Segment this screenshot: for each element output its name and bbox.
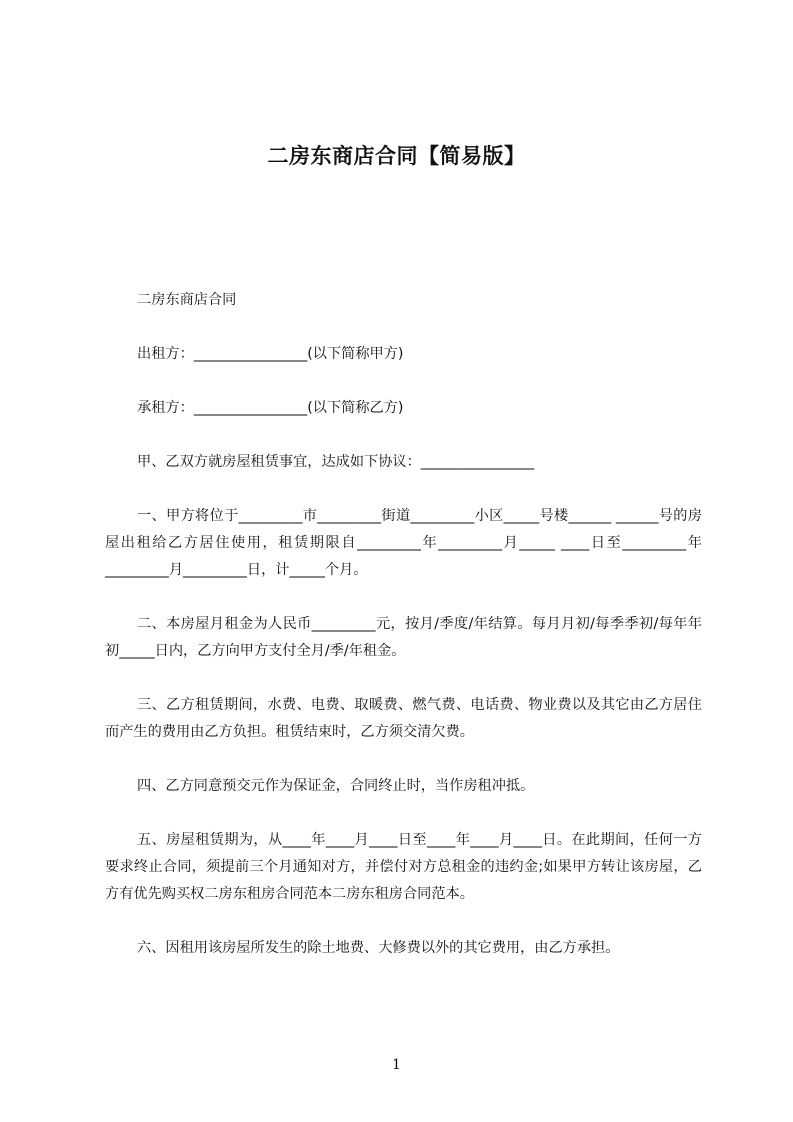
- clause-4: 四、乙方同意预交元作为保证金，合同终止时，当作房租冲抵。: [137, 778, 535, 794]
- clause-1: 一、甲方将位于_________市_________街道_________小区_____号楼______ ______号的房屋出租给乙方居住使用，租赁期限自_________年_________月_____ ____日至_________年_________月_________日，计_____个月。: [105, 508, 702, 578]
- clause-5: 五、房屋租赁期为，从____年____月____日至____年____月____日。在此期间，任何一方要求终止合同，须提前三个月通知对方，并偿付对方总租金的违约金;如果甲方转让该房屋，乙方有优先购买权二房东租房合同范本二房东租房合同范本。: [105, 832, 702, 902]
- agreement-intro: 甲、乙双方就房屋租赁事宜，达成如下协议：________________: [137, 454, 535, 470]
- page-number: 1: [392, 1057, 401, 1073]
- lessor-line: 出租方：________________(以下简称甲方): [137, 346, 404, 362]
- lessee-line: 承租方：________________(以下简称乙方): [137, 400, 404, 416]
- document-title: 二房东商店合同【简易版】: [267, 144, 526, 168]
- contract-name: 二房东商店合同: [137, 292, 237, 308]
- document-body: [105, 287, 702, 989]
- clause-3: 三、乙方租赁期间，水费、电费、取暖费、燃气费、电话费、物业费以及其它由乙方居住而产生的费用由乙方负担。租赁结束时，乙方须交清欠费。: [105, 697, 702, 740]
- clause-2: 二、本房屋月租金为人民币_________元，按月/季度/年结算。每月月初/每季季初/每年年初_____日内，乙方向甲方支付全月/季/年租金。: [105, 616, 702, 659]
- clause-6: 六、因租用该房屋所发生的除土地费、大修费以外的其它费用，由乙方承担。: [137, 940, 620, 956]
